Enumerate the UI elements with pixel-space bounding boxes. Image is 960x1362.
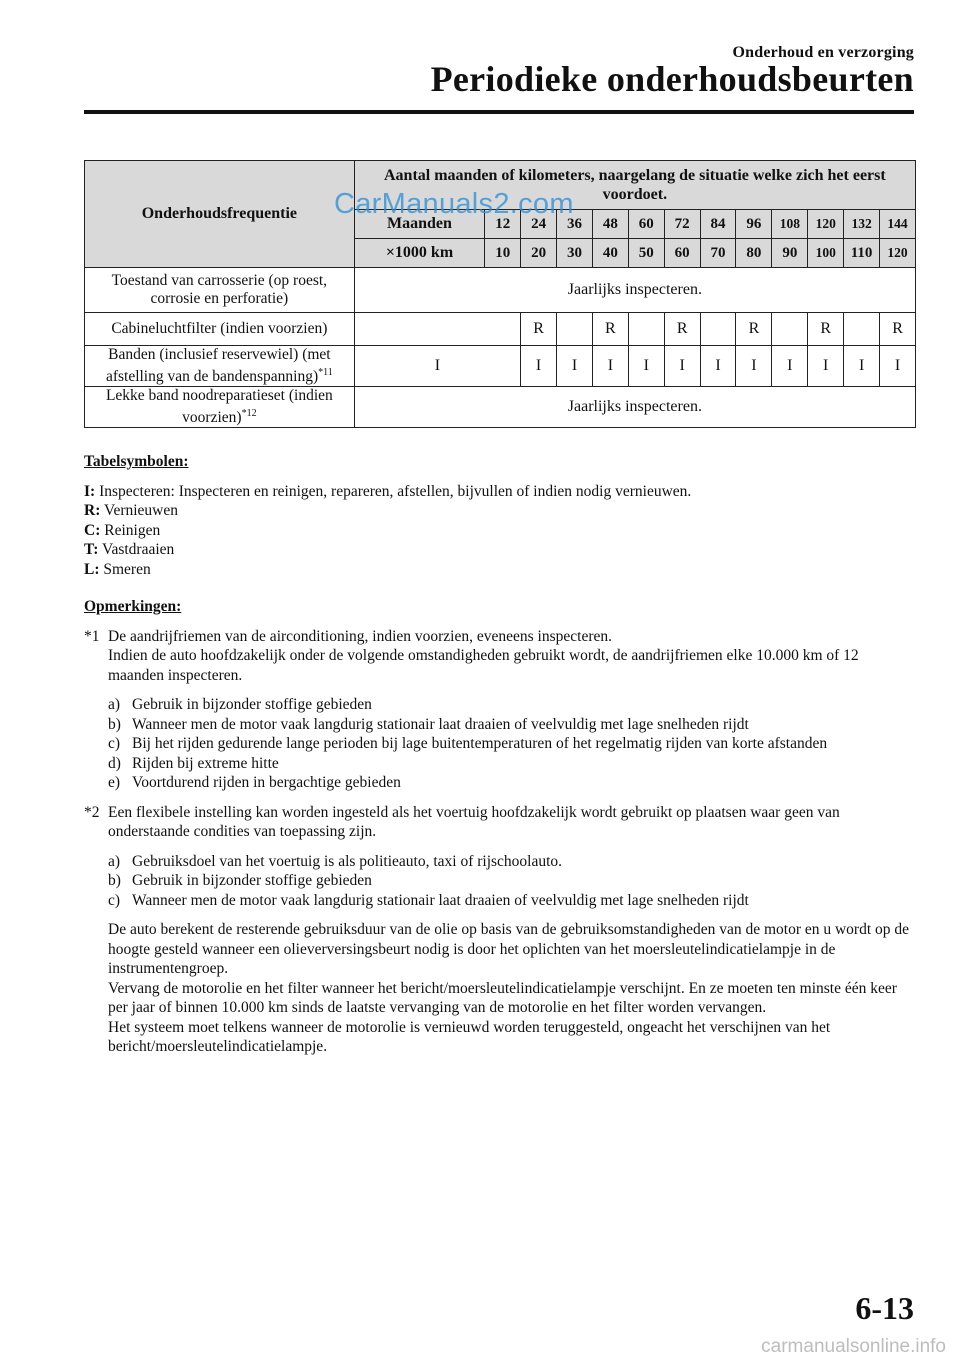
header-rule: [84, 110, 914, 114]
list-label: a): [108, 696, 121, 713]
note-paragraph: Indien de auto hoofdzakelijk onder de volgende omstandigheden gebruikt wordt, de aandrijfriemen elke 10.000 km of 12 maanden inspecteren.: [108, 647, 859, 684]
month-cell: 132: [844, 210, 880, 239]
note-1: [84, 627, 914, 647]
list-label: e): [108, 774, 121, 791]
notes-title: Opmerkingen:: [84, 598, 182, 615]
month-cell: 60: [628, 210, 664, 239]
list-text: Wanneer men de motor vaak langdurig stationair laat draaien of veelvuldig met lage snelheden rijdt: [132, 891, 749, 909]
km-cell: 20: [521, 239, 557, 268]
row-value-cell: [354, 313, 520, 346]
note-paragraph: Vervang de motorolie en het filter wanneer het bericht/moersleutelindicatielampje verschijnt. En ze moeten ten minste één keer per jaar of binnen 10.000 km sinds de laatste vervanging van de motorolie en het filter worden vervangen.: [108, 979, 897, 1016]
list-item: [84, 695, 914, 715]
month-cell: 120: [808, 210, 844, 239]
row-value-cell: R: [736, 313, 772, 346]
row-merged-value: Jaarlijks inspecteren.: [354, 268, 915, 313]
list-text: Voortdurend rijden in bergachtige gebieden: [132, 774, 401, 791]
symbol-text: Vastdraaien: [101, 541, 175, 558]
watermark-logo: CarManuals2.com: [334, 188, 574, 220]
list-item: [84, 754, 914, 774]
symbol-key: C:: [84, 521, 101, 539]
list-text: Bij het rijden gedurende lange perioden bij lage buitentemperaturen of het regelmatig rijden van korte afstanden: [132, 735, 828, 752]
row-value-cell: R: [808, 313, 844, 346]
month-cell: 36: [557, 210, 593, 239]
row-merged-value: Jaarlijks inspecteren.: [354, 387, 915, 428]
km-cell: 90: [772, 239, 808, 268]
km-cell: 60: [664, 239, 700, 268]
month-cell: 72: [664, 210, 700, 239]
notes-section: [84, 452, 914, 1057]
row-value-cell: [772, 313, 808, 346]
list-item: [84, 715, 914, 735]
symbol-entry: [84, 540, 914, 560]
row-value-cell: [700, 313, 736, 346]
row-value-cell: I: [844, 346, 880, 387]
table-row: [85, 346, 916, 387]
note-text: Een flexibele instelling kan worden ingesteld als het voertuig hoofdzakelijk wordt gebruikt op plaatsen waar geen van onderstaande condities van toepassing zijn.: [108, 803, 840, 840]
row-value-cell: R: [880, 313, 916, 346]
km-cell: 110: [844, 239, 880, 268]
month-cell: 108: [772, 210, 808, 239]
km-cell: 70: [700, 239, 736, 268]
row-value-cell: I: [354, 346, 520, 387]
month-cell: 84: [700, 210, 736, 239]
row-value-cell: I: [808, 346, 844, 387]
row-value-cell: I: [880, 346, 916, 387]
note-2: [84, 803, 914, 842]
symbol-entry: [84, 482, 914, 502]
row-value-cell: I: [664, 346, 700, 387]
spacer: [84, 842, 914, 852]
list-label: c): [108, 891, 121, 909]
month-cell: 12: [485, 210, 521, 239]
page-number: 6-13: [855, 1290, 914, 1326]
frequency-header: Onderhoudsfrequentie: [85, 161, 355, 268]
row-value-cell: R: [664, 313, 700, 346]
symbol-key: I:: [84, 482, 96, 500]
note-paragraph: Het systeem moet telkens wanneer de motorolie is vernieuwd worden teruggesteld, ongeacht het verschijnen van het bericht/moersleutelindicatielampje.: [108, 1018, 831, 1055]
note-mark: *2: [84, 803, 100, 821]
row-item-text: Banden (inclusief reservewiel) (met afstelling van de bandenspanning): [105, 346, 331, 386]
symbol-text: Reinigen: [104, 521, 161, 539]
month-cell: 24: [521, 210, 557, 239]
km-label: ×1000 km: [354, 239, 485, 268]
km-cell: 100: [808, 239, 844, 268]
section-header: Onderhoud en verzorging: [732, 44, 914, 61]
list-text: Gebruik in bijzonder stoffige gebieden: [132, 696, 372, 713]
km-cell: 80: [736, 239, 772, 268]
list-label: b): [108, 715, 121, 733]
list-item: [84, 773, 914, 793]
list-label: c): [108, 735, 121, 752]
list-item: [84, 734, 914, 754]
table-row: [85, 387, 916, 428]
symbol-text: Inspecteren: Inspecteren en reinigen, repareren, afstellen, bijvullen of indien nodig vernieuwen.: [99, 482, 692, 500]
list-label: b): [108, 872, 121, 889]
row-item-label: Cabineluchtfilter (indien voorzien): [85, 313, 355, 346]
row-value-cell: I: [592, 346, 628, 387]
row-item-label: [85, 387, 355, 428]
symbol-entry: [84, 501, 914, 521]
km-cell: 10: [485, 239, 521, 268]
months-label: Maanden: [354, 210, 485, 239]
symbol-key: T:: [84, 541, 99, 558]
row-value-cell: I: [557, 346, 593, 387]
interval-header: Aantal maanden of kilometers, naargelang de situatie welke zich het eerst voordoet.: [354, 161, 915, 210]
row-item-text: Lekke band noodreparatieset (indien voorzien): [105, 387, 333, 427]
row-value-cell: [628, 313, 664, 346]
km-cell: 50: [628, 239, 664, 268]
row-value-cell: I: [772, 346, 808, 387]
note-paragraph: De auto berekent de resterende gebruiksduur van de olie op basis van de gebruiksomstandigheden van de motor en u wordt op de hoogte gesteld wanneer een olieverversingsbeurt nodig is door het oplichten van het moersleutelindicatielampje in de instrumentengroep.: [108, 921, 910, 977]
symbols-title: Tabelsymbolen:: [84, 453, 189, 470]
row-item-label: [85, 346, 355, 387]
spacer: [84, 579, 914, 597]
km-cell: 30: [557, 239, 593, 268]
spacer: [84, 685, 914, 695]
list-text: Gebruiksdoel van het voertuig is als politieauto, taxi of rijschoolauto.: [132, 852, 563, 870]
symbol-text: Vernieuwen: [103, 502, 178, 519]
month-cell: 144: [880, 210, 916, 239]
list-text: Rijden bij extreme hitte: [132, 754, 279, 772]
row-value-cell: R: [592, 313, 628, 346]
month-cell: 48: [592, 210, 628, 239]
symbol-key: R:: [84, 502, 101, 519]
note-text: De aandrijfriemen van de airconditioning, indien voorzien, eveneens inspecteren.: [108, 627, 612, 645]
symbol-text: Smeren: [103, 560, 151, 578]
row-value-cell: I: [521, 346, 557, 387]
list-item: [84, 871, 914, 891]
row-value-cell: I: [628, 346, 664, 387]
list-label: a): [108, 852, 121, 870]
page-title: Periodieke onderhoudsbeurten: [430, 59, 914, 99]
footnote-ref: *11: [318, 367, 333, 378]
month-cell: 96: [736, 210, 772, 239]
row-value-cell: I: [736, 346, 772, 387]
row-value-cell: [844, 313, 880, 346]
row-value-cell: R: [521, 313, 557, 346]
row-item-label: Toestand van carrosserie (op roest, corrosie en perforatie): [85, 268, 355, 313]
table-row: [85, 268, 916, 313]
symbol-entry: [84, 521, 914, 541]
km-cell: 40: [592, 239, 628, 268]
list-label: d): [108, 754, 121, 772]
row-value-cell: I: [700, 346, 736, 387]
list-text: Wanneer men de motor vaak langdurig stationair laat draaien of veelvuldig met lage snelheden rijdt: [132, 715, 749, 733]
symbol-key: L:: [84, 560, 100, 578]
spacer: [84, 910, 914, 920]
list-item: [84, 891, 914, 911]
note-mark: *1: [84, 627, 100, 645]
footnote-ref: *12: [241, 408, 257, 420]
table-row: [85, 313, 916, 346]
symbol-entry: [84, 560, 914, 580]
list-text: Gebruik in bijzonder stoffige gebieden: [132, 872, 372, 889]
km-cell: 120: [880, 239, 916, 268]
footer-watermark: carmanualsonline.info: [761, 1336, 946, 1357]
row-value-cell: [557, 313, 593, 346]
list-item: [84, 852, 914, 872]
spacer: [84, 793, 914, 803]
